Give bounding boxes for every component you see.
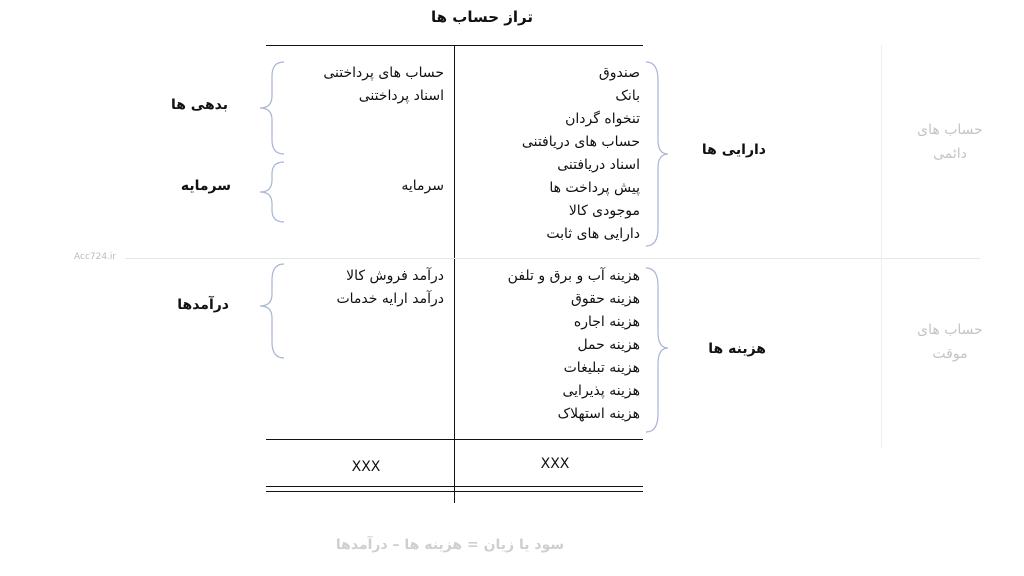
assets-group-label: دارایی ها <box>701 142 766 158</box>
label-line: دائمی <box>933 146 967 162</box>
liabilities-brace <box>256 60 286 160</box>
label-line: حساب های <box>917 322 983 338</box>
list-item: صندوق <box>598 65 640 81</box>
list-item: هزینه پذیرایی <box>562 383 640 399</box>
list-item: اسناد پرداختنی <box>358 88 444 104</box>
list-item: درآمد ارایه خدمات <box>336 291 444 307</box>
list-item: حساب های پرداختنی <box>323 65 444 81</box>
liabilities-group-label: بدهی ها <box>170 97 228 113</box>
temporary-accounts-label <box>905 318 995 366</box>
list-item: هزینه تبلیغات <box>563 360 640 376</box>
double-underline-bottom <box>266 491 643 492</box>
list-item: هزینه آب و برق و تلفن <box>507 268 640 284</box>
equity-item: سرمایه <box>401 178 444 194</box>
double-underline-top <box>266 486 643 487</box>
list-item: هزینه اجاره <box>573 314 640 330</box>
liabilities-list <box>264 62 444 108</box>
equity-group-label: سرمایه <box>180 178 231 194</box>
credit-total: XXX <box>351 459 381 475</box>
list-item: حساب های دریافتنی <box>521 134 640 150</box>
list-item: تنخواه گردان <box>565 111 640 127</box>
expenses-group-label: هزینه ها <box>708 341 766 357</box>
permanent-accounts-label <box>905 118 995 166</box>
list-item: بانک <box>615 88 640 104</box>
revenues-group-label: درآمدها <box>177 297 229 313</box>
footer-formula: سود یا زیان = هزینه ها – درآمدها <box>335 537 565 553</box>
list-item: هزینه حمل <box>577 337 640 353</box>
side-divider <box>881 45 882 448</box>
t-account-center-line <box>454 45 455 503</box>
label-line: حساب های <box>917 122 983 138</box>
assets-brace <box>644 60 674 250</box>
debit-total: XXX <box>540 456 570 472</box>
diagram-title: تراز حساب ها <box>431 8 533 26</box>
list-item: هزینه استهلاک <box>557 406 640 422</box>
expenses-brace <box>644 266 674 436</box>
list-item: پیش پرداخت ها <box>549 180 640 196</box>
list-item: دارایی های ثابت <box>546 226 640 242</box>
list-item: هزینه حقوق <box>570 291 640 307</box>
section-divider <box>125 258 980 259</box>
expenses-list <box>460 265 640 426</box>
revenues-brace <box>256 262 286 362</box>
list-item: موجودی کالا <box>568 203 640 219</box>
equity-brace <box>256 160 286 230</box>
list-item: درآمد فروش کالا <box>346 268 444 284</box>
watermark: Acc724.ir <box>74 252 117 262</box>
revenues-list <box>264 265 444 311</box>
total-line <box>266 439 643 440</box>
list-item: اسناد دریافتنی <box>557 157 640 173</box>
assets-list <box>460 62 640 246</box>
label-line: موقت <box>932 346 968 362</box>
